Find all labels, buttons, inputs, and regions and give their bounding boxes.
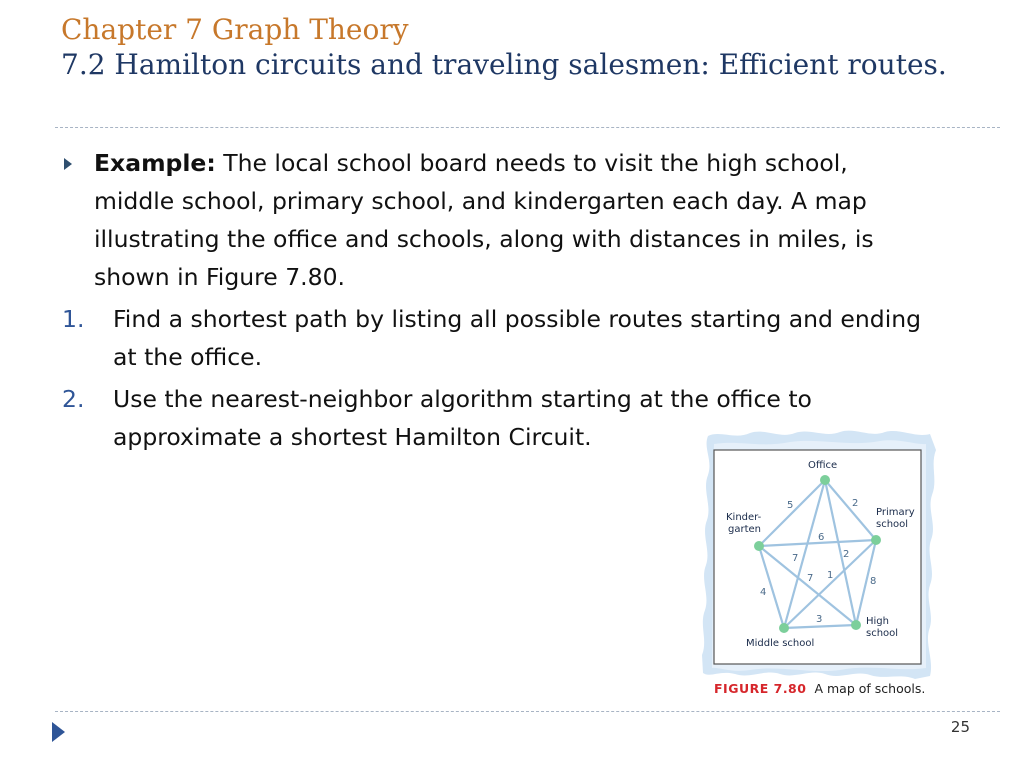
node-kindergarten <box>754 541 764 551</box>
list-text-2: Use the nearest-neighbor algorithm starting at the office to approximate a shortest Hamilton Circuit. <box>113 385 812 451</box>
weight-office-high: 1 <box>827 570 834 581</box>
figure-caption-text: A map of schools. <box>814 681 926 696</box>
label-high-2: school <box>866 628 899 639</box>
top-divider <box>55 127 1000 128</box>
weight-kinder-middle: 4 <box>760 587 767 598</box>
label-office: Office <box>808 460 838 471</box>
node-high-school <box>851 620 861 630</box>
list-number-2: 2. <box>62 385 85 413</box>
weight-primary-high: 8 <box>870 576 877 587</box>
weight-middle-high: 3 <box>816 614 823 625</box>
example-label: Example: <box>94 149 216 177</box>
weight-kinder-primary: 6 <box>818 532 825 543</box>
bullet-arrow-icon <box>64 158 72 170</box>
list-number-1: 1. <box>62 305 85 333</box>
node-office <box>820 475 830 485</box>
label-kinder-2: garten <box>728 524 761 535</box>
slide-title <box>61 12 961 82</box>
figure-7-80 <box>700 430 940 705</box>
label-primary-1: Primary <box>876 507 915 518</box>
section-title: 7.2 Hamilton circuits and traveling salesmen: Efficient routes. <box>61 48 947 81</box>
example-text: The local school board needs to visit the high school, middle school, primary school, and kindergarten each day. A map illustrating the office and schools, along with distances in miles, is shown in Figure 7.80. <box>94 149 874 291</box>
label-middle-school: Middle school <box>746 638 815 649</box>
label-primary-2: school <box>876 519 909 530</box>
page-number: 25 <box>950 718 970 736</box>
label-high-1: High <box>866 616 889 627</box>
play-arrow-icon <box>52 722 65 742</box>
weight-office-middle: 7 <box>807 573 814 584</box>
list-item-1 <box>62 300 932 376</box>
figure-caption <box>714 681 925 696</box>
example-paragraph <box>62 144 932 296</box>
weight-office-primary: 2 <box>852 498 859 509</box>
weight-primary-middle: 2 <box>843 549 850 560</box>
list-text-1: Find a shortest path by listing all possible routes starting and ending at the office. <box>113 305 922 371</box>
weight-office-kinder: 5 <box>787 500 794 511</box>
bottom-divider <box>55 711 1000 712</box>
school-map-graph <box>700 430 938 680</box>
figure-caption-label: FIGURE 7.80 <box>714 681 807 696</box>
chapter-title: Chapter 7 Graph Theory <box>61 13 409 46</box>
weight-kinder-high: 7 <box>792 553 799 564</box>
slide-content <box>62 144 932 456</box>
node-primary-school <box>871 535 881 545</box>
label-kinder-1: Kinder- <box>726 512 762 523</box>
node-middle-school <box>779 623 789 633</box>
